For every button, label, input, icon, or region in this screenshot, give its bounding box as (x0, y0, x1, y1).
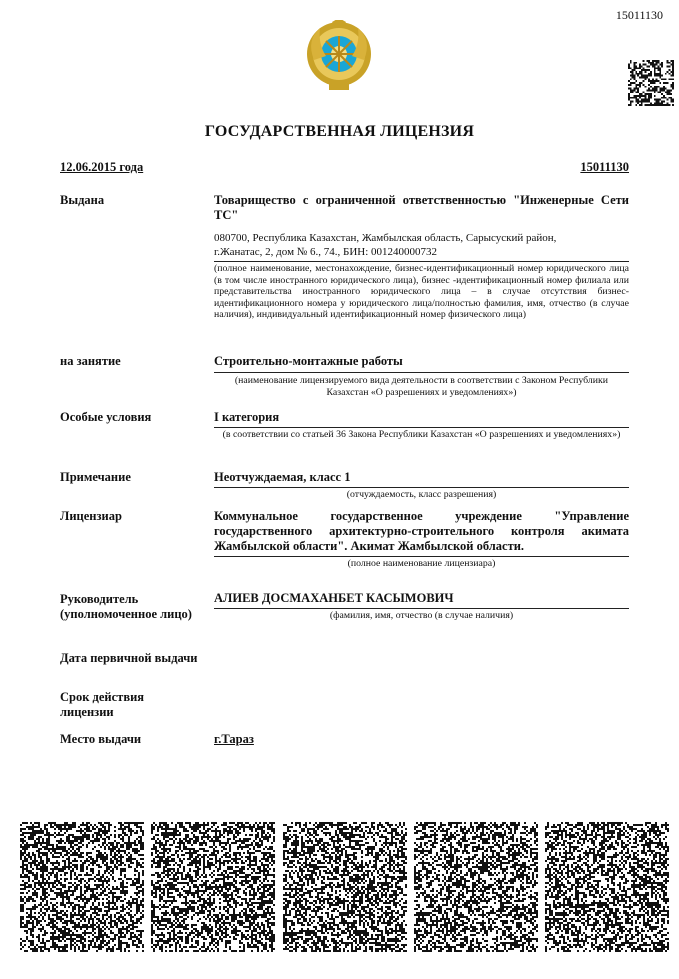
activity-label: на занятие (60, 354, 121, 368)
divider (214, 608, 629, 609)
licensee-address-line2: г.Жанатас, 2, дом № 6., 74., БИН: 001240000732 (214, 246, 438, 258)
validity-label-line2: лицензии (60, 705, 114, 719)
qr-code-icon (628, 60, 674, 106)
licensee-address-line1: 080700, Республика Казахстан, Жамбылская область, Сарысуский район, (214, 232, 557, 244)
special-conditions-caption: (в соответствии со статьей 36 Закона Республики Казахстан «О разрешениях и уведомлениях») (222, 429, 621, 440)
head-label-line1: Руководитель (60, 592, 139, 606)
head-label (60, 592, 192, 622)
place-label: Место выдачи (60, 732, 142, 746)
qr-code-icon (283, 822, 407, 952)
validity-label (60, 690, 144, 720)
special-conditions-label: Особые условия (60, 410, 152, 424)
place-value: г.Тараз (214, 732, 254, 746)
head-label-line2: (уполномоченное лицо) (60, 607, 192, 621)
licensor-value: Коммунальное государственное учреждение "Управление государственного архитектурно-строительного контроля акимата Жамбылской области". Акимат Жамбылской области. (214, 509, 629, 553)
qr-code-strip (20, 822, 669, 952)
issue-date: 12.06.2015 года (60, 160, 144, 174)
kazakhstan-emblem-icon (304, 20, 374, 92)
qr-code-icon (414, 822, 538, 952)
document-number-top: 15011130 (615, 8, 663, 22)
first-issue-date-label: Дата первичной выдачи (60, 651, 198, 665)
licensor-caption: (полное наименование лицензиара) (347, 558, 496, 569)
issued-to-label: Выдана (60, 193, 105, 207)
qr-code-icon (20, 822, 144, 952)
head-name: АЛИЕВ ДОСМАХАНБЕТ КАСЫМОВИЧ (214, 591, 454, 605)
validity-label-line1: Срок действия (60, 690, 145, 704)
qr-code-icon (545, 822, 669, 952)
licensee-caption: (полное наименование, местонахождение, бизнес-идентификационный номер юридического лица (в том числе иностранного юридического лица), бизнес -идентификационный номер филиала или представительства иностранного юридического лица – в случае отсутствия бизнес-идентификационного номера у юридического лица/полностью фамилия, имя, отчество (в случае наличия), индивидуальный идентификационный номер физического лица) (214, 263, 629, 320)
head-caption: (фамилия, имя, отчество (в случае наличия) (329, 610, 514, 621)
divider (214, 372, 629, 373)
note-caption: (отчуждаемость, класс разрешения) (346, 489, 497, 500)
licensor-label: Лицензиар (60, 509, 122, 523)
page-title: ГОСУДАРСТВЕННАЯ ЛИЦЕНЗИЯ (204, 123, 475, 140)
divider (214, 261, 629, 262)
special-conditions-value: I категория (214, 410, 280, 424)
license-number: 15011130 (580, 160, 629, 174)
divider (214, 556, 629, 557)
activity-caption: (наименование лицензируемого вида деятельности в соответствии с Законом Республики Казахстан «О разрешениях и уведомлениях») (234, 375, 609, 398)
note-label: Примечание (60, 470, 131, 484)
activity-value: Строительно-монтажные работы (214, 354, 403, 368)
licensee-name: Товарищество с ограниченной ответственностью "Инженерные Сети ТС" (214, 193, 629, 222)
note-value: Неотчуждаемая, класс 1 (214, 470, 351, 484)
divider (214, 427, 629, 428)
divider (214, 487, 629, 488)
qr-code-icon (151, 822, 275, 952)
